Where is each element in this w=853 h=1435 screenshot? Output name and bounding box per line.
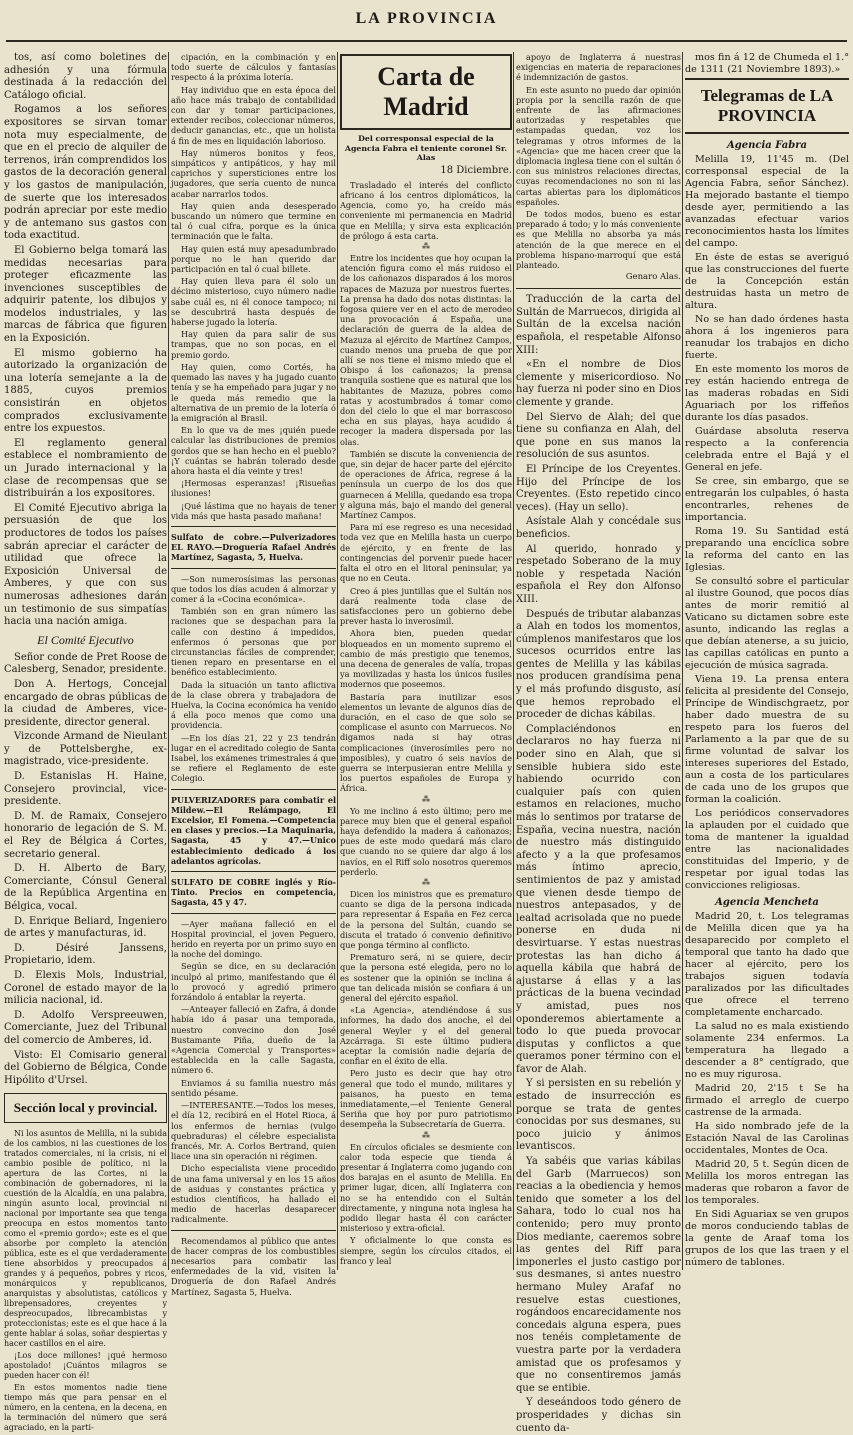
paragraph: Ahora bien, pueden quedar bloqueados en un momento supremo el cambio de más prestigio que tenemos, una decena de generales de valía, tropas ya movilizadas y hasta los únicos fusiles modernos que poseemos. bbox=[340, 628, 512, 690]
telegram: Melilla 19, 11'45 m. (Del corresponsal especial de la Agencia Fabra, señor Sánchez). Ha mejorado bastante el tiempo desde ayer, permitiendo a las avanzadas efectuar varios reconocimientos hasta los límites del campo. bbox=[685, 154, 849, 249]
paragraph: Dicen los ministros que es prematuro cuanto se diga de la persona indicada para representar á España en Fez cerca de la persona del Sultán, cuando se discuta el tratado ó convenio definitivo que ponga término al conflicto. bbox=[340, 888, 512, 950]
telegram: Ha sido nombrado jefe de la Estación Naval de las Carolinas occidentales, Montes de Oca. bbox=[685, 1121, 849, 1156]
telegram: Madrid 20, 5 t. Según dicen de Melilla los moros entregan las maderas que robaron a favor de los temporales. bbox=[685, 1159, 849, 1206]
news-item: Enviamos á su familia nuestro más sentido pésame. bbox=[171, 1077, 336, 1098]
news-item: —INTERESANTE.—Todos los meses, el día 12, recibirá en el Hotel Rioca, á los enfermos de hernias (vulgo quebraduras) el célebre especialista francés, Mr. A. Corlos Bertrand, quien liace una sin operación ni régimen. bbox=[171, 1100, 336, 1162]
separator bbox=[171, 789, 336, 790]
separator bbox=[171, 526, 336, 527]
article-date: 18 Diciembre. bbox=[440, 164, 512, 176]
telegram: Se consultó sobre el particular al ilustre Gounod, que pocos días antes de morir remitió al Vaticano su dictamen sobre este asunto, indicando las reglas a que debían atenerse, a su juicio, las capillas católicas en punto a ejecución de música sagrada. bbox=[685, 576, 849, 671]
letter-paragraph: Y si persisten en su rebelión y estado de insurrección es porque se trata de gentes conocidas por sus desmanes, su poco juicio y ánimos levantiscos. bbox=[516, 1078, 681, 1153]
committee-member: Vizconde Armand de Nieulant y de Pottelsberghe, ex-magistrado, vice-presidente. bbox=[4, 731, 167, 768]
advertisement: Sulfato de cobre.—Pulverizadores EL RAYO.—Droguería Rafael Andrés Martínez, Sagasta, 5, Huelva. bbox=[171, 531, 336, 563]
asterism-icon: ⁂ bbox=[422, 1130, 430, 1140]
telegram: Viena 19. La prensa entera felicita al presidente del Consejo, Príncipe de Windischgraetz, por haber dado muestra de su respeto para los fueros del Parlamento a la par que de su firme voluntad de salvar los intereses superiores del Estado, aun a costa de los particulares de cada uno de los grupos que forman la coalición. bbox=[685, 674, 849, 805]
telegram: En Sidi Aguariax se ven grupos de moros conduciendo tablas de la gente de Araaf toma los grupos de los que las traen y el número de tablones. bbox=[685, 1209, 849, 1268]
committee-member: Visto: El Comisario general del Gobierno de Bélgica, Conde Hipólito d'Ursel. bbox=[4, 1049, 167, 1086]
paragraph: apoyo de Inglaterra á nuestras exigencias en materia de reparaciones é indemnización de gastos. bbox=[516, 52, 681, 83]
committee-member: Señor conde de Pret Roose de Calesberg, Senador, presidente. bbox=[4, 651, 167, 676]
news-item: —Son numerosísimas las personas que todos los días acuden á almorzar y comer á la «Cocina económica». bbox=[171, 573, 336, 604]
committee-member: D. Enrique Beliard, Ingeniero de artes y manufacturas, id. bbox=[4, 915, 167, 940]
paragraph: Entre los incidentes que hoy ocupan la atención figura como el más ruidoso el de los cañonazos disparados á los moros rapaces de Mazuza por nuestros fuertes. La prensa ha dado dos notas distintas: la fogosa quiere ver en el acto de merodeo una provocación á España, una declaración de guerra de la aldea de Mazuza al ejército de Martínez Campos, cuando menos una prueba de que por allí se nos tiene el mismo miedo que el Obispo á los cañonazos; la prensa tranquila sostiene que es natural que los habitantes de Mazuza, pobres como ratas y acostumbrados á tomar como don del cielo lo que el mar borrascoso echa en sus playas, haya acudido á recoger la madera dispersada por las olas. bbox=[340, 253, 512, 447]
paragraph: Ni los asuntos de Melilla, ni la subida de los cambios, ni las cuestiones de los tratados comerciales, ni la crisis, ni el cambio posible de político, ni la apertura de las Cortes, ni la combinación de gobernadores, ni la cuestión de la Alcaldía, en una palabra, ningún asunto local, provincial ni nacional por importante sea que tenga preocupa en estos momentos tanto como el «premio gordo»; este es el que absorbe por completo la atención pública, este es el que verdaderamente tiene absorbidos y preocupados á grandes y á pequeños, pobres y ricos, monárquicos y republicanos, anarquistas y absolutistas, católicos y librepensadores, creyentes y despreocupados, librecambistas y proteccionistas; este es el que hace á la gente hablar á solas, soñar despiertas y hacer castillos en el aire. bbox=[4, 1129, 167, 1349]
paragraph: Hay individuo que en esta época del año hace más trabajo de contabilidad con dar y tomar participaciones, extender recibos, coleccionar números, deducir ganancias, etc., que un holista á fin de mes en liquidación laborioso. bbox=[171, 84, 336, 146]
paragraph: tos, así como boletines de adhesión y una fórmula destinada á la redacción del Catálogo oficial. bbox=[4, 52, 167, 101]
committee-member: D. Désiré Janssens, Propietario, idem. bbox=[4, 942, 167, 967]
paragraph: El Comité Ejecutivo abriga la persuasión de que los productores de todos los países sabrán apreciar el carácter de utilidad que ofrece la Exposición Universal de Amberes, y que con sus numerosas adhesiones darán un testimonio de sus simpatías hacia una nación amiga. bbox=[4, 502, 167, 628]
paragraph: Rogamos a los señores expositores se sirvan tomar nota muy especialmente, de que en el precio de alquiler de terrenos, irán comprendidos los gastos de la decoración general y los gastos de manipulación, de suerte que los interesados podrán apreciar por este medio y de antemano sus gastos con toda exactitud. bbox=[4, 104, 167, 242]
column-5 bbox=[685, 52, 849, 1270]
letter-paragraph: «En el nombre de Dios clemente y misericordioso. No hay fuerza ni poder sino en Dios clemente y grande. bbox=[516, 359, 681, 409]
letter-paragraph: Y deseándoos todo género de prosperidades y dichas sin cuento da- bbox=[516, 1397, 681, 1434]
advertisement: PULVERIZADORES para combatir el Mildew.—El Relámpago, El Excelsior, El Fomena.—Competencia en clases y precios.—La Maquinaria, Sagasta, 45 y 47.—Unico establecimiento dedicado á los adelantos agrícolas. bbox=[171, 794, 336, 866]
paragraph: ¡Los doce millones! ¡qué hermoso apostolado! ¡Cuántos milagros se pueden hacer con él! bbox=[4, 1351, 167, 1381]
column-divider bbox=[513, 52, 514, 1270]
column-4 bbox=[516, 52, 681, 1434]
letter-paragraph: Del Siervo de Alah; del que tiene su confianza en Alah, del que pone en sus manos la resolución de sus asuntos. bbox=[516, 411, 681, 461]
asterism-icon: ⁂ bbox=[422, 877, 430, 887]
news-item: —Anteayer falleció en Zafra, á donde había ido á pasar una temporada, nuestro convecino don José Bustamante Piña, dueño de la «Agencia Comercial y Transportes» establecida en la calle Sagasta, número 6. bbox=[171, 1004, 336, 1076]
separator bbox=[171, 913, 336, 914]
paragraph: Hay quien está muy apesadumbrado porque no le han querido dar participación en tal ó cual billete. bbox=[171, 243, 336, 275]
telegram: La salud no es mala existiendo solamente 234 enfermos. La temperatura ha llegado a descender a 8° centígrado, que no es muy rigurosa. bbox=[685, 1021, 849, 1080]
telegram: Los periódicos conservadores la aplauden por el cuidado que toma de mantener la igualdad entre las nacionalidades constituidas del Imperio, y de respetar por igual todas las convicciones religiosas. bbox=[685, 808, 849, 891]
article-subtitle: Del corresponsal especial de la Agencia Fabra el teniente coronel Sr. Alas bbox=[344, 134, 508, 163]
advertisement: SULFATO DE COBRE inglés y Río-Tinto. Precios en competencia, Sagasta, 45 y 47. bbox=[171, 877, 336, 908]
telegram: Se cree, sin embargo, que se entregarán los culpables, ó hasta encontrarles, rehenes de importancia. bbox=[685, 476, 849, 523]
telegram: En este momento los moros de rey están haciendo entrega de las maderas robadas en Sidi Aguariach por los riffeños durante los días pasados. bbox=[685, 364, 849, 423]
paragraph: Para mí ese regreso es una necesidad toda vez que en Melilla hasta un cuerpo de ejército, y en frente de las contingencias del porvenir puede hacer falta el otro en el litoral peninsular, ya que no en Ceuta. bbox=[340, 522, 512, 584]
paragraph: Creo á pies juntillas que el Sultán nos dará realmente toda clase de satisfacciones pero un gobierno debe prever hasta lo inverosímil. bbox=[340, 585, 512, 627]
paragraph: «La Agencia», atendiéndose á sus informes, ha dado dos anoche, el del general Weyler y el del general Azcárraga. Si este último pudiera aceptar la comisión nadie dejaría de confiar en el éxito de ella. bbox=[340, 1005, 512, 1067]
paragraph: Hay quien lleva para él solo un décimo misterioso, cuyo número nadie sabe cuál es, ni él conoce tampoco; ni se descubrirá hasta después de haberse jugado la lotería. bbox=[171, 276, 336, 328]
asterism-icon: ⁂ bbox=[422, 794, 430, 804]
telegram: Roma 19. Su Santidad está preparando una encíclica sobre la reforma del canto en las Iglesias. bbox=[685, 526, 849, 573]
paragraph: Pero justo es decir que hay otro general que todo el mundo, militares y paisanos, ha puesto en tema inmediatamente,—el Teniente General Seriña que hoy por puro patriotismo desempeña la Subsecretaría de Guerra. bbox=[340, 1068, 512, 1130]
news-item: —Ayer mañana falleció en el Hospital provincial, el joven Peguero, herido en reyerta por un primo suyo en la noche del domingo. bbox=[171, 918, 336, 960]
paragraph: En estos momentos nadie tiene tiempo más que para pensar en el número, en la centena, en la decena, en la terminación del número que será agraciado, en la parti- bbox=[4, 1383, 167, 1433]
asterism-icon: ⁂ bbox=[422, 242, 430, 251]
paragraph: También se discute la conveniencia de que, sin dejar de hacer parte del ejército de operaciones de África, regrese á la península un cuerpo de los dos que guarnecen á Melilla, quedando esa tropa y alguna más, bajo el mando del general Martínez Campos. bbox=[340, 448, 512, 521]
letter-paragraph: Ya sabéis que varias kábilas del Garb (Marruecos) son reacias a la obediencia y hemos tenido que someter a los del Sahara, todo lo cual nos ha contenido; pero muy pronto Dios mediante, caeremos sobre las gentes del Riff para imponerles el justo castigo por sus desmanes, si antes nuestro hermano Muley Arafaf no resuelve estas cuestiones, rogándoos encarecidamente nos concedais alguna espera, pues nos tenéis completamente de vuestra parte por la verdadera amistad que os profesamos y que no consentiremos jamás que se entibie. bbox=[516, 1156, 681, 1394]
news-item: También son en gran número las raciones que se despachan para la calle con destino á impedidos, enfermos ó personas que por circunstancias fáciles de comprender, tienen reparo en presentarse en el benéfico establecimiento. bbox=[171, 606, 336, 678]
paragraph: Traducción de la carta del Sultán de Marruecos, dirigida al Sultán de la excelsa nación española, el respetable Alfonso XIII: bbox=[516, 294, 681, 356]
paragraph: En este asunto no puedo dar opinión propia por la sencilla razón de que enfrente de las afirmaciones autorizadas y respetables que estampadas quedan, voz los telegramas y otros informes de la «Agencia» que me hacen creer que la diplomacia inglesa tiene con el sultán ó con sus ministros relaciones directas, cuyas recomendaciones no son ni las cartas abiertas para los diplomáticos españoles. bbox=[516, 84, 681, 207]
paragraph: Prematuro será, ni se quiere, decir que la persona esté elegida, pero no lo es sostener que la opinión se inclina á que tan delicada misión se confiara á un general del ejército español. bbox=[340, 952, 512, 1004]
article-title: Carta de Madrid bbox=[340, 54, 512, 130]
paragraph: mos fin á 12 de Chumeda el 1.° de 1311 (21 Noviembre 1893).» bbox=[685, 52, 849, 75]
section-title: Sección local y provincial. bbox=[4, 1093, 167, 1123]
paragraph: Y oficialmente lo que consta es siempre, según los círculos citados, el franco y leal bbox=[340, 1235, 512, 1266]
telegram: Guárdase absoluta reserva respecto a la conferencia celebrada entre el Bajá y el General en jefe. bbox=[685, 426, 849, 473]
committee-member: D. Estanislas H. Haine, Consejero provincial, vice-presidente. bbox=[4, 771, 167, 808]
paragraph: En lo que va de mes ¡quién puede calcular las distribuciones de premios gordos que se han hecho en el pueblo? ¡Y cuántas se habrán tolerado desde ahora hasta el día veinte y tres! bbox=[171, 425, 336, 476]
paragraph: El reglamento general establece el nombramiento de un Jurado internacional y la clase de recompensas que se distribuirán a los expositores. bbox=[4, 437, 167, 500]
column-divider bbox=[682, 52, 683, 1270]
paragraph: De todos modos, bueno es estar preparado á todo; y lo más conveniente es que Melilla no absorba ya más atención de la que merece en el problema hispano-marroquí que está planteado. bbox=[516, 209, 681, 271]
committee-member: D. M. de Ramaix, Consejero honorario de legación de S. M. el Rey de Bélgica á Cortes, secretario general. bbox=[4, 810, 167, 860]
news-item: Recomendamos al público que antes de hacer compras de los combustibles necesarios para combatir las enfermedades de la vid, visiten la Droguería de don Rafael Andrés Martínez, Sagasta 5, Huelva. bbox=[171, 1235, 336, 1297]
committee-member: Don A. Hertogs, Concejal encargado de obras públicas de la ciudad de Amberes, vice-presidente, director general. bbox=[4, 678, 167, 728]
column-divider bbox=[168, 52, 169, 1270]
paragraph: El mismo gobierno ha autorizado la organización de una lotería semejante a la de 1885, cuyos premios consistirán en objetos comprados exclusivamente entre los expuestos. bbox=[4, 347, 167, 435]
paragraph: Yo me inclino á esto último; pero me parece muy bien que el general español haya defendido la madera á cañonazos; pues de este modo quedará más claro que cuando no se quiere dar algo á los navíos, en el Riff solo nosotros queremos perderlo. bbox=[340, 805, 512, 877]
paragraph: El Gobierno belga tomará las medidas necesarias para proteger eficazmente las invenciones susceptibles de adquirir patente, los dibujos y modelos industriales, y las marcas de fábrica que figuren en la Exposición. bbox=[4, 244, 167, 345]
paragraph: Hay quien, como Cortés, ha quemado las naves y ha jugado cuanto tenía y se ha empeñado para jugar y no le queda más remedio que la alternativa de un premio de la lotería ó la emigración al Brasil. bbox=[171, 361, 336, 423]
column-divider bbox=[337, 52, 338, 1270]
separator bbox=[516, 288, 681, 289]
column-1 bbox=[4, 52, 167, 1433]
letter-paragraph: Asístale Alah y concédale sus beneficios. bbox=[516, 516, 681, 540]
news-item: Según se dice, en su declaración inculpó al primo, manifestando que él lo provocó y agredió primero forzándolo á entablar la reyerta. bbox=[171, 961, 336, 1003]
paragraph: En círculos oficiales se desmiente con calor toda especie que tienda á presentar á Inglaterra como jugando con dos barajas en el asunto de Melilla. En primer lugar, dicen, allí Inglaterra con no se ha entendido con el Sultán directamente, y ninguna nota inglesa ha podido llegar hasta él con carácter misterioso y extra-oficial. bbox=[340, 1141, 512, 1234]
telegram: Madrid 20, t. Los telegramas de Melilla dicen que ya ha desaparecido por completo el temporal que tanto ha dado que hacer al ejército, pero los trabajos siguen todavía paralizados por las dificultades que ofrece el terreno completamente encharcado. bbox=[685, 911, 849, 1018]
separator bbox=[171, 871, 336, 872]
letter-paragraph: El Príncipe de los Creyentes. Hijo del Príncipe de los Creyentes. (Esto repetido cinco veces). (Hay un sello). bbox=[516, 463, 681, 513]
paragraph: ¡Qué lástima que no hayais de tener vida más que hasta pasado mañana! bbox=[171, 500, 336, 521]
column-3 bbox=[340, 52, 512, 1270]
letter-paragraph: Después de tributar alabanzas a Alah en todos los momentos, cúmplenos manifestaros que los sucesos ocurridos entre las gentes de Melilla y las kábilas nos producen grandísima pena y el más profundo disgusto, así que hemos reprobado el proceder de dichas kábilas. bbox=[516, 608, 681, 721]
committee-member: D. H. Alberto de Bary, Comerciante, Cónsul General de la República Argentina en Bélgica, vocal. bbox=[4, 863, 167, 912]
agency-heading: Agencia Mencheta bbox=[715, 897, 819, 908]
paragraph: Bastaría para inutilizar esos elementos un levante de algunos días de duración, en el caso de que solo se complicase el asunto con Marruecos. No digamos nada si hay otras complicaciones (inverosímiles pero no imposibles), y cuatro ó seis navíos de guerra se interpusieran entre Melilla y los puertos españoles de Europa y África. bbox=[340, 691, 512, 794]
committee-member: D. Elexis Mols, Industrial, Coronel de estado mayor de la milicia nacional, id. bbox=[4, 969, 167, 1007]
masthead bbox=[0, 0, 853, 46]
paragraph: Trasladado el interés del conflicto africano á los centros diplomáticos, la Agencia, como yo, ha creído más conveniente mi permanencia en Madrid que en Melilla; y sirva esta explicación de prólogo á esta carta. bbox=[340, 179, 512, 241]
masthead-rule bbox=[6, 40, 847, 42]
telegram: No se han dado órdenes hasta ahora á los ingenieros para reanudar los trabajos en dicho fuerte. bbox=[685, 314, 849, 361]
telegram: En éste de estas se averiguó que las construcciones del fuerte de la Concepción están destruidas hasta un metro de altura. bbox=[685, 252, 849, 311]
telegram: Madrid 20, 2'15 t Se ha firmado el arreglo de cuerpo castrense de la armada. bbox=[685, 1083, 849, 1118]
newspaper-title: LA PROVINCIA bbox=[355, 10, 498, 27]
letter-paragraph: Complaciéndonos en declararos no hay fuerza ni poder sino en Alah, que si sensible hubiera sido este habiendo ocurrido con cualquier país con quien estamos en relaciones, mucho más lo sentimos por tratarse de España, vecina nuestra, nación de nuestro más distinguido afecto y a la que profesamos más íntimo aprecio, sentimientos de paz y amistad que vienen desde tiempo de nuestros antepasados, y de lealtad acrisolada que no puede ponerse en duda ni desvirtuarse. Y estas nuestras protestas las han dicho á aquella kábila que habrá de ajustarse á ellas y a las prácticas de la buena vecindad y amistad, pues nos oponderemos abiertamente a todo lo que pueda provocar disputas y conflictos a que queramos poner término con el favor de Alah. bbox=[516, 723, 681, 1075]
telegrams-title: Telegramas de LA PROVINCIA bbox=[685, 78, 849, 134]
letter-paragraph: Al querido, honrado y respetado Soberano de la muy noble y respetada Nación española el Rey don Alfonso XIII. bbox=[516, 543, 681, 605]
news-item: Dicho especialista viene procedido de una fama universal y en los 15 años de asiduas y constantes práctica y estudios científicos, ha hallado el medio de hacerlas desaparecer radicalmente. bbox=[171, 1163, 336, 1225]
agency-heading: Agencia Fabra bbox=[726, 140, 807, 151]
paragraph: Hay quien da para salir de sus trampas, que no son pocas, en el premio gordo. bbox=[171, 329, 336, 360]
committee-member: D. Adolfo Verspreeuwen, Comerciante, Juez del Tribunal del comercio de Amberes, id. bbox=[4, 1009, 167, 1046]
paragraph: cipación, en la combinación y en todo suerte de cálculos y fantasías respecto á la próxima lotería. bbox=[171, 52, 336, 83]
signature: Genaro Alas. bbox=[625, 272, 681, 283]
separator bbox=[171, 1230, 336, 1231]
paragraph: Hay quien anda desesperado buscando un número que termine en tal ó cual cifra, porque es la única terminación que le falta. bbox=[171, 200, 336, 242]
paragraph: Hay números bonitos y feos, simpáticos y antipáticos, y hay mil caprichos y supersticiones entre los jugadores, que sería cuento de nunca acabar narrarlos todos. bbox=[171, 147, 336, 199]
news-item: Dada la situación un tanto aflictiva de la clase obrera y trabajadora de Huelva, la Cocina económica ha venido á ella poco menos que como una providencia. bbox=[171, 679, 336, 731]
news-item: —En los días 21, 22 y 23 tendrán lugar en el acreditado colegio de Santa Isabel, los exámenes trimestrales á que se refiere el Reglamento de este Colegio. bbox=[171, 732, 336, 784]
committee-heading: El Comité Ejecutivo bbox=[37, 632, 134, 647]
column-2 bbox=[171, 52, 336, 1297]
separator bbox=[171, 568, 336, 569]
paragraph: ¡Hermosas esperanzas! ¡Risueñas ilusiones! bbox=[171, 478, 336, 499]
